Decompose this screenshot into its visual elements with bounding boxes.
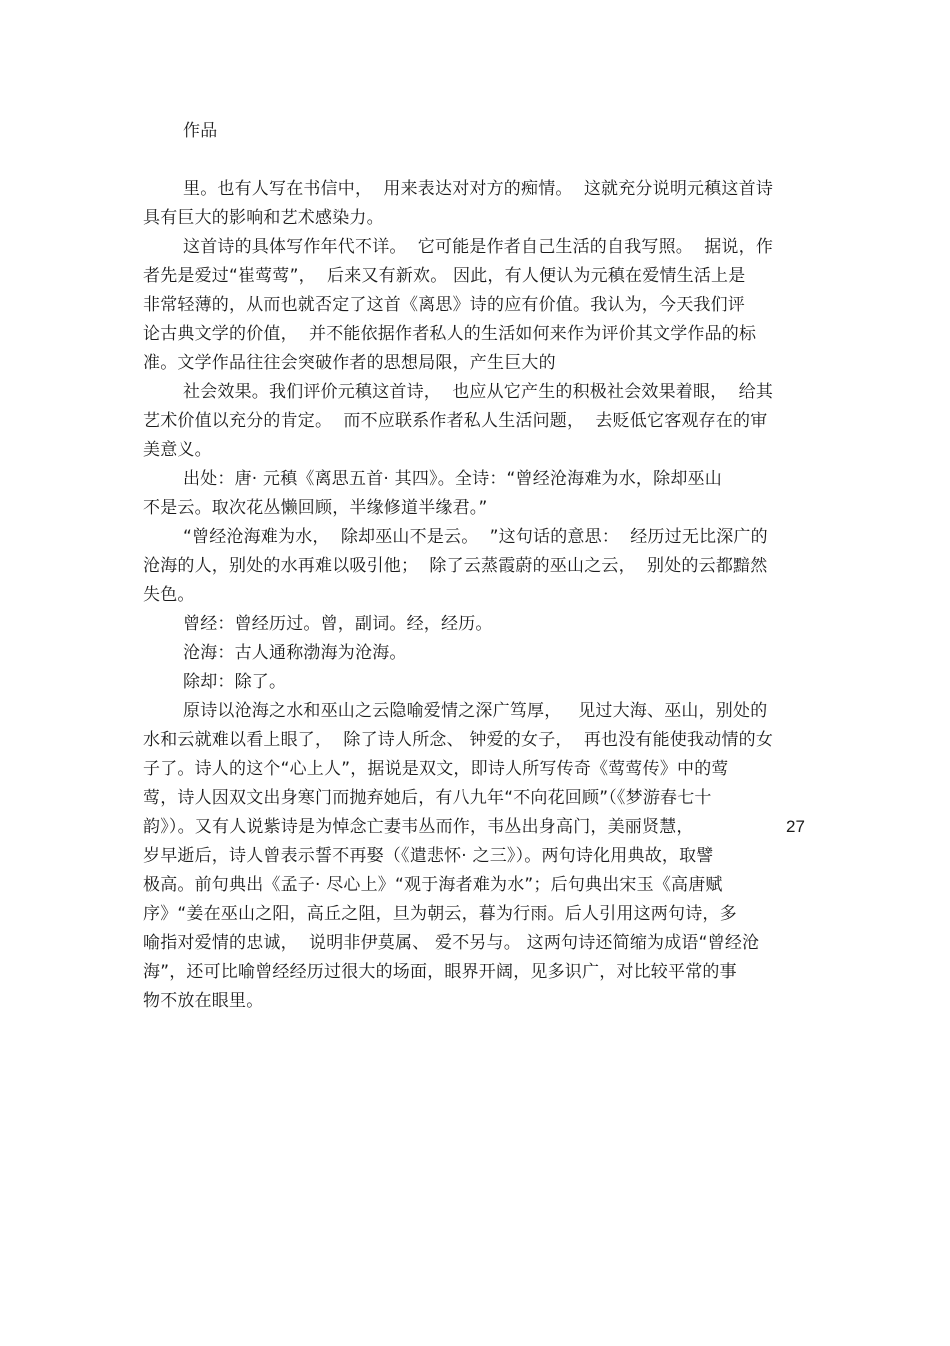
text-line: 社会效果。我们评价元稹这首诗， 也应从它产生的积极社会效果着眼， 给其 — [183, 382, 774, 402]
text-line: 序》“姜在巫山之阳，高丘之阻，旦为朝云，暮为行雨。后人引用这两句诗，多 — [143, 904, 737, 924]
page-number: 27 — [786, 817, 805, 836]
text-line: 不是云。取次花丛懒回顾，半缘修道半缘君。” — [143, 498, 488, 518]
text-line: 极高。前句典出《孟子· 尽心上》“观于海者难为水”；后句典出宋玉《高唐赋 — [143, 875, 723, 895]
text-line: 失色。 — [143, 585, 195, 605]
text-line: 子了。诗人的这个“心上人”，据说是双文，即诗人所写传奇《莺莺传》中的莺 — [143, 759, 729, 779]
text-line: 这首诗的具体写作年代不详。 它可能是作者自己生活的自我写照。 据说，作 — [183, 237, 774, 257]
text-line: 水和云就难以看上眼了， 除了诗人所念、 钟爱的女子， 再也没有能使我动情的女 — [143, 730, 774, 750]
text-line: 莺，诗人因双文出身寒门而抛弃她后，有八九年“不向花回顾”（《梦游春七十 — [143, 788, 712, 808]
text-line: 非常轻薄的，从而也就否定了这首《离思》诗的应有价值。我认为，今天我们评 — [143, 295, 745, 315]
text-line: 艺术价值以充分的肯定。 而不应联系作者私人生活问题， 去贬低它客观存在的审 — [143, 411, 768, 431]
text-line: 美意义。 — [143, 440, 212, 460]
text-line: 原诗以沧海之水和巫山之云隐喻爱情之深广笃厚， 见过大海、巫山，别处的 — [183, 701, 768, 721]
text-line: 准。文学作品往往会突破作者的思想局限，产生巨大的 — [143, 353, 556, 373]
text-line: 曾经：曾经历过。曾，副词。经，经历。 — [183, 614, 493, 634]
text-line: 除却：除了。 — [183, 672, 287, 692]
text-line: “曾经沧海难为水， 除却巫山不是云。 ”这句话的意思： 经历过无比深广的 — [183, 527, 768, 547]
text-line: 论古典文学的价值， 并不能依据作者私人的生活如何来作为评价其文学作品的标 — [143, 324, 757, 344]
text-line: 具有巨大的影响和艺术感染力。 — [143, 208, 384, 228]
text-line: 者先是爱过“崔莺莺”， 后来又有新欢。 因此，有人便认为元稹在爱情生活上是 — [143, 266, 746, 286]
section-header: 作品 — [183, 121, 218, 141]
text-line: 岁早逝后，诗人曾表示誓不再娶（《遣悲怀· 之三》）。两句诗化用典故，取譬 — [143, 846, 714, 866]
text-line: 里。也有人写在书信中， 用来表达对对方的痴情。 这就充分说明元稹这首诗 — [183, 179, 774, 199]
text-line: 物不放在眼里。 — [143, 991, 264, 1011]
text-line: 海”，还可比喻曾经经历过很大的场面，眼界开阔，见多识广，对比较平常的事 — [143, 962, 737, 982]
text-line: 沧海：古人通称渤海为沧海。 — [183, 643, 407, 663]
text-line: 喻指对爱情的忠诚， 说明非伊莫属、 爱不另与。 这两句诗还简缩为成语“曾经沧 — [143, 933, 760, 953]
text-line: 出处：唐· 元稹《离思五首· 其四》。全诗：“曾经沧海难为水，除却巫山 — [183, 469, 722, 489]
text-line: 沧海的人，别处的水再难以吸引他； 除了云蒸霞蔚的巫山之云， 别处的云都黯然 — [143, 556, 768, 576]
text-line: 韵》）。又有人说紫诗是为悼念亡妻韦丛而作，韦丛出身高门，美丽贤慧， — [143, 817, 694, 837]
